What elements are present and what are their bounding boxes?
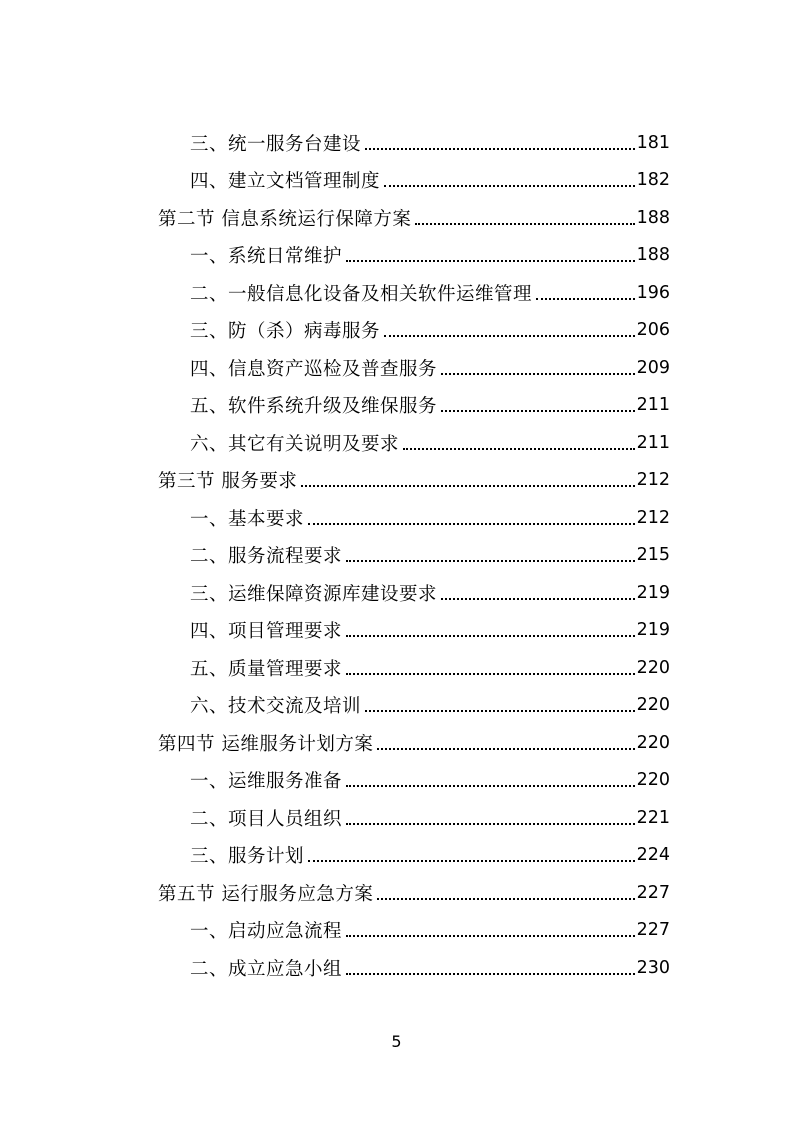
toc-entry-page: 227 xyxy=(636,882,670,903)
toc-entry-page: 181 xyxy=(636,132,670,153)
toc-entry-page: 188 xyxy=(636,207,670,228)
toc-subsection-entry[interactable] xyxy=(158,649,670,687)
toc-dot-leader xyxy=(441,373,635,375)
toc-dot-leader xyxy=(346,260,635,262)
toc-dot-leader xyxy=(441,598,635,600)
toc-section-entry[interactable] xyxy=(158,874,670,912)
toc-subsection-entry[interactable] xyxy=(158,912,670,950)
toc-dot-leader xyxy=(346,560,635,562)
toc-subsection-entry[interactable] xyxy=(158,574,670,612)
toc-entry-page: 220 xyxy=(636,657,670,678)
toc-subsection-entry[interactable] xyxy=(158,537,670,575)
toc-subsection-entry[interactable] xyxy=(158,349,670,387)
toc-entry-title: 四、信息资产巡检及普查服务 xyxy=(190,358,438,380)
toc-dot-leader xyxy=(365,148,635,150)
toc-dot-leader xyxy=(346,785,635,787)
toc-entry-page: 221 xyxy=(636,807,670,828)
toc-dot-leader xyxy=(346,673,635,675)
toc-dot-leader xyxy=(365,710,635,712)
toc-entry-page: 212 xyxy=(636,507,670,528)
toc-entry-title: 第二节 信息系统运行保障方案 xyxy=(158,208,412,230)
toc-entry-title: 二、项目人员组织 xyxy=(190,808,343,830)
toc-entry-title: 二、服务流程要求 xyxy=(190,546,343,568)
toc-subsection-entry[interactable] xyxy=(158,837,670,875)
toc-dot-leader xyxy=(308,860,635,862)
toc-entry-page: 227 xyxy=(636,920,670,941)
toc-entry-page: 219 xyxy=(636,582,670,603)
toc-entry-page: 230 xyxy=(636,957,670,978)
toc-subsection-entry[interactable] xyxy=(158,612,670,650)
toc-dot-leader xyxy=(536,298,635,300)
toc-dot-leader xyxy=(301,485,634,487)
toc-entry-page: 188 xyxy=(636,245,670,266)
toc-section-entry[interactable] xyxy=(158,462,670,500)
toc-entry-page: 211 xyxy=(636,395,670,416)
toc-entry-title: 第三节 服务要求 xyxy=(158,471,298,493)
toc-subsection-entry[interactable] xyxy=(158,387,670,425)
toc-entry-page: 206 xyxy=(636,320,670,341)
toc-dot-leader xyxy=(377,748,634,750)
toc-entry-page: 224 xyxy=(636,845,670,866)
toc-entry-page: 209 xyxy=(636,357,670,378)
toc-dot-leader xyxy=(403,448,635,450)
toc-entry-page: 211 xyxy=(636,432,670,453)
toc-entry-title: 三、运维保障资源库建设要求 xyxy=(190,583,438,605)
toc-subsection-entry[interactable] xyxy=(158,687,670,725)
toc-dot-leader xyxy=(441,410,635,412)
toc-entry-title: 三、防（杀）病毒服务 xyxy=(190,321,381,343)
toc-dot-leader xyxy=(346,935,635,937)
toc-entry-title: 第四节 运维服务计划方案 xyxy=(158,733,374,755)
toc-section-entry[interactable] xyxy=(158,724,670,762)
toc-entry-page: 220 xyxy=(636,732,670,753)
toc-entry-title: 二、一般信息化设备及相关软件运维管理 xyxy=(190,283,533,305)
toc-entry-title: 一、运维服务准备 xyxy=(190,771,343,793)
toc-entry-title: 一、基本要求 xyxy=(190,508,305,530)
toc-dot-leader xyxy=(308,523,635,525)
toc-entry-page: 219 xyxy=(636,620,670,641)
toc-entry-page: 182 xyxy=(636,170,670,191)
toc-entry-title: 六、其它有关说明及要求 xyxy=(190,433,400,455)
toc-dot-leader xyxy=(377,898,634,900)
toc-subsection-entry[interactable] xyxy=(158,274,670,312)
toc-subsection-entry[interactable] xyxy=(158,312,670,350)
toc-dot-leader xyxy=(384,335,635,337)
toc-entry-page: 215 xyxy=(636,545,670,566)
toc-entry-page: 220 xyxy=(636,695,670,716)
toc-section-entry[interactable] xyxy=(158,199,670,237)
toc-dot-leader xyxy=(415,223,634,225)
toc-subsection-entry[interactable] xyxy=(158,499,670,537)
toc-dot-leader xyxy=(346,973,635,975)
toc-entry-title: 四、建立文档管理制度 xyxy=(190,171,381,193)
toc-entry-page: 196 xyxy=(636,282,670,303)
toc-entry-title: 四、项目管理要求 xyxy=(190,621,343,643)
toc-subsection-entry[interactable] xyxy=(158,424,670,462)
toc-entry-title: 一、系统日常维护 xyxy=(190,246,343,268)
toc-entry-title: 三、统一服务台建设 xyxy=(190,133,362,155)
toc-subsection-entry[interactable] xyxy=(158,949,670,987)
toc-dot-leader xyxy=(346,823,635,825)
toc-subsection-entry[interactable] xyxy=(158,124,670,162)
page-number: 5 xyxy=(391,1032,402,1051)
toc-entry-title: 一、启动应急流程 xyxy=(190,921,343,943)
toc-entry-title: 六、技术交流及培训 xyxy=(190,696,362,718)
toc-entry-title: 二、成立应急小组 xyxy=(190,958,343,980)
toc-entry-title: 五、软件系统升级及维保服务 xyxy=(190,396,438,418)
table-of-contents xyxy=(158,124,670,987)
toc-entry-title: 三、服务计划 xyxy=(190,846,305,868)
toc-entry-page: 220 xyxy=(636,770,670,791)
toc-dot-leader xyxy=(384,185,635,187)
toc-subsection-entry[interactable] xyxy=(158,237,670,275)
toc-entry-title: 五、质量管理要求 xyxy=(190,658,343,680)
toc-dot-leader xyxy=(346,635,635,637)
toc-entry-title: 第五节 运行服务应急方案 xyxy=(158,883,374,905)
toc-entry-page: 212 xyxy=(636,470,670,491)
toc-subsection-entry[interactable] xyxy=(158,762,670,800)
toc-subsection-entry[interactable] xyxy=(158,799,670,837)
toc-subsection-entry[interactable] xyxy=(158,162,670,200)
